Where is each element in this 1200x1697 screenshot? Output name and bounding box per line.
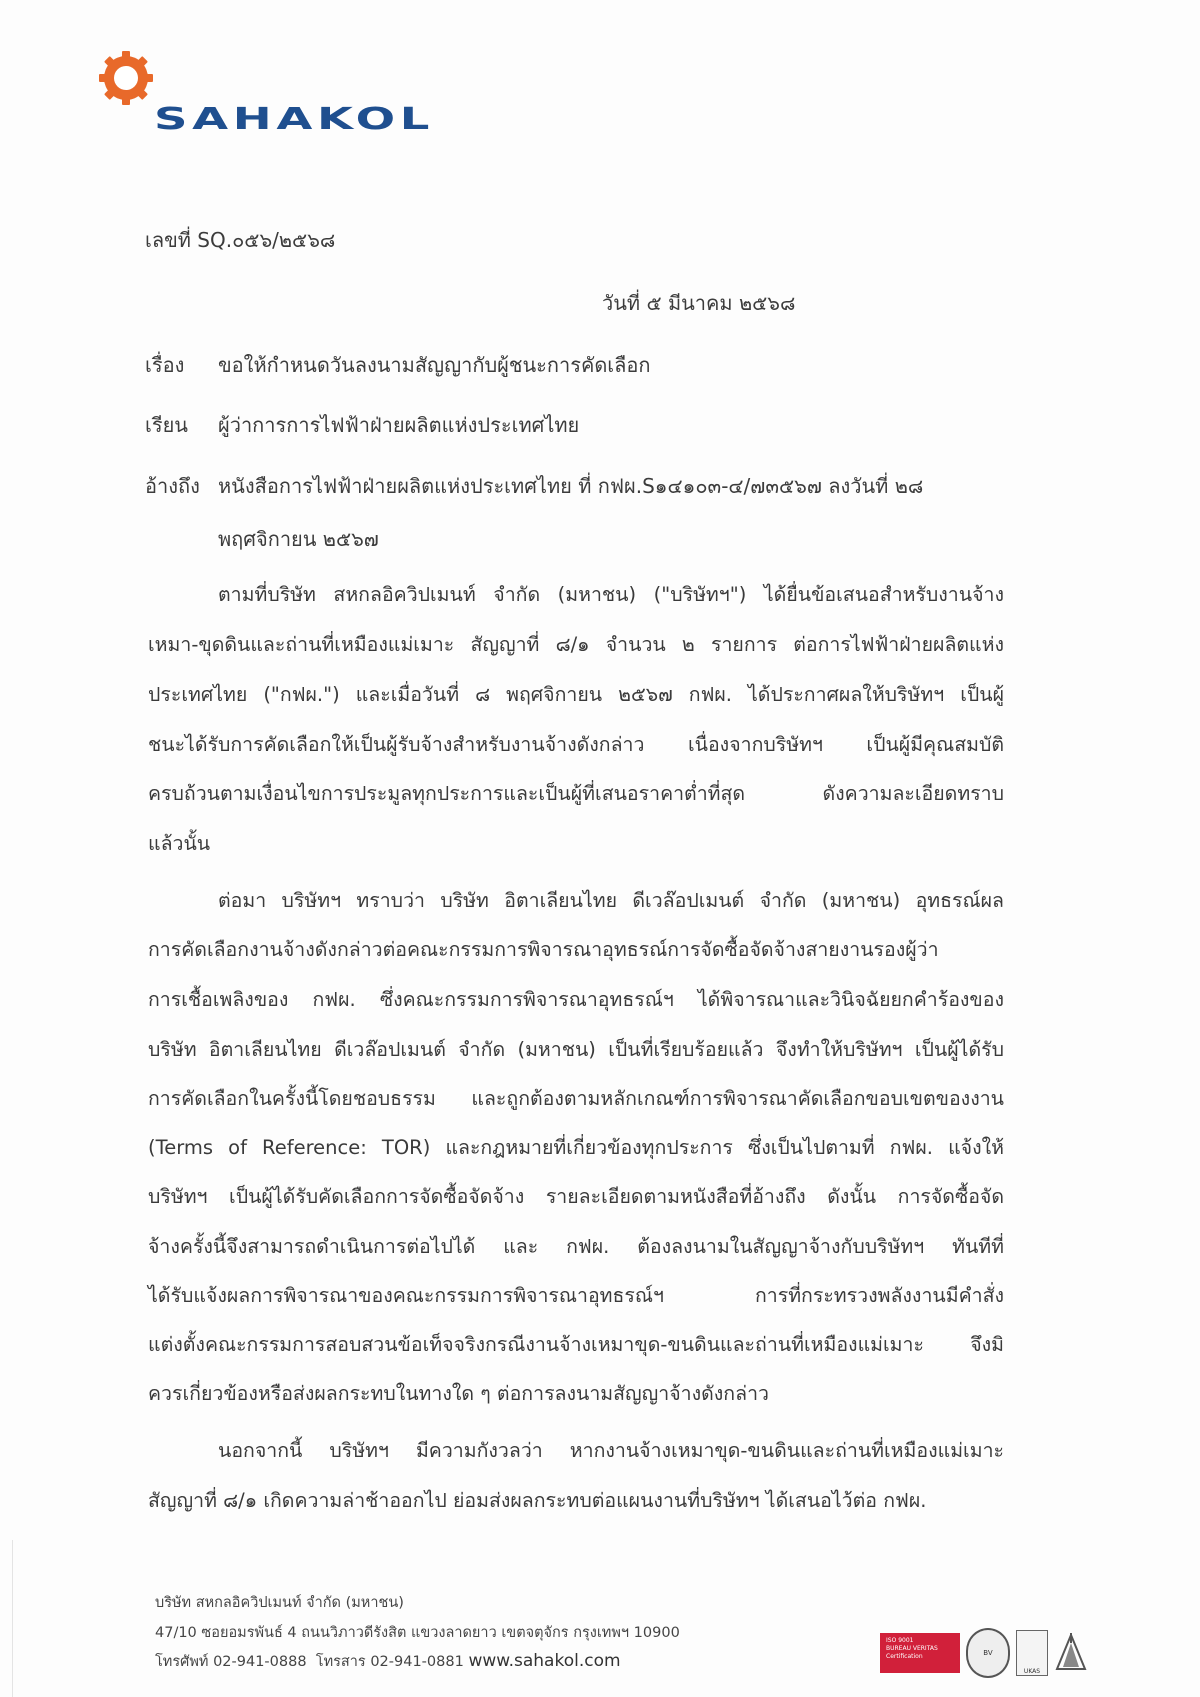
- footer-company-name: บริษัท สหกลอิควิปเมนท์ จำกัด (มหาชน): [155, 1595, 404, 1611]
- reference-text-line2: พฤศจิกายน ๒๕๖๗: [218, 527, 379, 551]
- reference-label: อ้างถึง: [145, 474, 200, 498]
- subject-label: เรื่อง: [145, 353, 185, 377]
- phone-number: 02-941-0888: [213, 1654, 307, 1670]
- paragraph-line: ได้รับแจ้งผลการพิจารณาของคณะกรรมการพิจารณาอุทธรณ์ฯ การที่กระทรวงพลังงานมีคำสั่ง: [148, 1284, 1004, 1307]
- paragraph-line: ต่อมา บริษัทฯ ทราบว่า บริษัท อิตาเลียนไทย ดีเวล๊อปเมนต์ จำกัด (มหาชน) อุทธรณ์ผล: [218, 889, 1004, 912]
- iso-certification-badge: ISO 9001 BUREAU VERITAS Certification: [880, 1633, 960, 1673]
- paragraph-line: ประเทศไทย ("กฟผ.") และเมื่อวันที่ ๘ พฤศจิกายน ๒๕๖๗ กฟผ. ได้ประกาศผลให้บริษัทฯ เป็นผู้: [148, 683, 1004, 706]
- paragraph-line: ตามที่บริษัท สหกลอิควิปเมนท์ จำกัด (มหาชน) ("บริษัทฯ") ได้ยื่นข้อเสนอสำหรับงานจ้าง: [218, 583, 1004, 606]
- paragraph-line: การคัดเลือกในครั้งนี้โดยชอบธรรม และถูกต้องตามหลักเกณฑ์การพิจารณาคัดเลือกขอบเขตของงาน: [148, 1087, 1004, 1110]
- paragraph-line: แต่งตั้งคณะกรรมการสอบสวนข้อเท็จจริงกรณีงานจ้างเหมาขุด-ขนดินและถ่านที่เหมืองแม่เมาะ จึงมิ: [148, 1333, 1004, 1356]
- footer-contact: [155, 1650, 621, 1673]
- certification-badges: [880, 1625, 1088, 1681]
- website-link[interactable]: www.sahakol.com: [468, 1651, 621, 1671]
- paragraph-line: ชนะได้รับการคัดเลือกให้เป็นผู้รับจ้างสำหรับงานจ้างดังกล่าว เนื่องจากบริษัทฯ เป็นผู้มีคุณสมบัติ: [148, 733, 1004, 756]
- paragraph-line: นอกจากนี้ บริษัทฯ มีความกังวลว่า หากงานจ้างเหมาขุด-ขนดินและถ่านที่เหมืองแม่เมาะ: [218, 1439, 1004, 1462]
- subject-text: ขอให้กำหนดวันลงนามสัญญากับผู้ชนะการคัดเลือก: [218, 353, 651, 377]
- paragraph-line: บริษัทฯ เป็นผู้ได้รับคัดเลือกการจัดซื้อจัดจ้าง รายละเอียดตามหนังสือที่อ้างถึง ดังนั้น การจัดซื้อจัด: [148, 1185, 1004, 1208]
- brand-wordmark: SAHAKOL: [154, 102, 435, 137]
- paragraph-line: เหมา-ขุดดินและถ่านที่เหมืองแม่เมาะ สัญญาที่ ๘/๑ จำนวน ๒ รายการ ต่อการไฟฟ้าฝ่ายผลิตแห่ง: [148, 633, 1004, 656]
- page-edge: [12, 1540, 13, 1697]
- paragraph-line: จ้างครั้งนี้จึงสามารถดำเนินการต่อไปได้ และ กฟผ. ต้องลงนามในสัญญาจ้างกับบริษัทฯ ทันทีที่: [148, 1235, 1004, 1258]
- recipient-text: ผู้ว่าการการไฟฟ้าฝ่ายผลิตแห่งประเทศไทย: [218, 413, 580, 437]
- fax-label: โทรสาร: [315, 1654, 366, 1670]
- fax-number: 02-941-0881: [370, 1654, 464, 1670]
- letter-date: วันที่ ๕ มีนาคม ๒๕๖๘: [602, 291, 796, 315]
- footer-address: 47/10 ซอยอมรพันธ์ 4 ถนนวิภาวดีรังสิต แขวงลาดยาว เขตจตุจักร กรุงเทพฯ 10900: [155, 1625, 680, 1641]
- paragraph-line: (Terms of Reference: TOR) และกฎหมายที่เกี่ยวข้องทุกประการ ซึ่งเป็นไปตามที่ กฟผ. แจ้งให้: [148, 1136, 1004, 1159]
- ukas-badge-icon: UKAS: [1016, 1630, 1048, 1676]
- reference-number: เลขที่ SQ.๐๕๖/๒๕๖๘: [145, 228, 336, 252]
- paragraph-line: ครบถ้วนตามเงื่อนไขการประมูลทุกประการและเป็นผู้ที่เสนอราคาต่ำที่สุด ดังความละเอียดทราบ: [148, 782, 1004, 805]
- phone-label: โทรศัพท์: [155, 1654, 209, 1670]
- paragraph-line: ควรเกี่ยวข้องหรือส่งผลกระทบในทางใด ๆ ต่อการลงนามสัญญาจ้างดังกล่าว: [148, 1382, 769, 1405]
- paragraph-line: สัญญาที่ ๘/๑ เกิดความล่าช้าออกไป ย่อมส่งผลกระทบต่อแผนงานที่บริษัทฯ ได้เสนอไว้ต่อ กฟผ.: [148, 1489, 927, 1512]
- paragraph-line: บริษัท อิตาเลียนไทย ดีเวล๊อปเมนต์ จำกัด (มหาชน) เป็นที่เรียบร้อยแล้ว จึงทำให้บริษัทฯ เป็นผู้ได้รับ: [148, 1038, 1004, 1061]
- tower-emblem-icon: [1054, 1633, 1088, 1673]
- paragraph-line: การเชื้อเพลิงของ กฟผ. ซึ่งคณะกรรมการพิจารณาอุทธรณ์ฯ ได้พิจารณาและวินิจฉัยยกคำร้องของ: [148, 988, 1004, 1011]
- paragraph-line: การคัดเลือกงานจ้างดังกล่าวต่อคณะกรรมการพิจารณาอุทธรณ์การจัดซื้อจัดจ้างสายงานรองผู้ว่า: [148, 938, 939, 961]
- recipient-label: เรียน: [145, 413, 188, 437]
- bureau-veritas-seal-icon: BV: [966, 1628, 1010, 1678]
- orange-gear-icon: [98, 50, 154, 106]
- reference-text-line1: หนังสือการไฟฟ้าฝ่ายผลิตแห่งประเทศไทย ที่ กฟผ.S๑๔๑๐๓-๔/๗๓๕๖๗ ลงวันที่ ๒๘: [218, 474, 924, 498]
- paragraph-line: แล้วนั้น: [148, 832, 211, 855]
